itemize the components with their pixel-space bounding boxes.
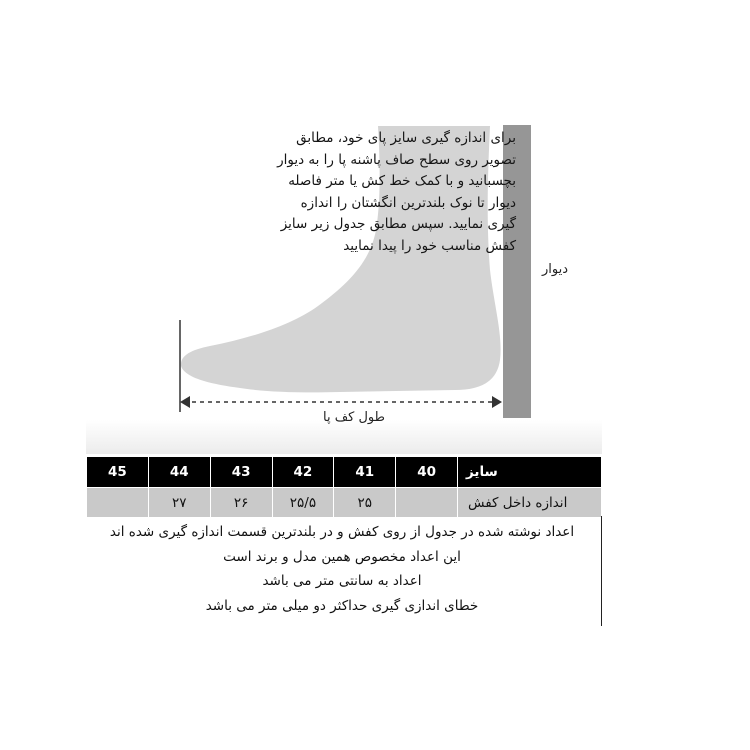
inner-length-cell: ۲۵/۵ [272, 488, 334, 518]
inner-length-cell [396, 488, 458, 518]
note-line: اعداد به سانتی متر می باشد [262, 573, 422, 589]
note-line: این اعداد مخصوص همین مدل و برند است [223, 548, 461, 565]
size-cell: 41 [334, 457, 396, 488]
inner-length-row [87, 488, 602, 518]
foot-length-label: طول کف پا [323, 410, 385, 425]
inner-length-cell: ۲۵ [334, 488, 396, 518]
size-cell: 43 [210, 457, 272, 488]
size-row [87, 457, 602, 488]
size-header-label: سایز [458, 457, 602, 488]
instruction-line: دیوار تا نوک بلندترین انگشتان را اندازه [300, 194, 516, 211]
divider-line [601, 516, 602, 626]
size-cell: 44 [148, 457, 210, 488]
floor-shadow [86, 420, 602, 454]
instruction-line: تصویر روی سطح صاف پاشنه پا را به دیوار [277, 151, 516, 168]
inner-length-cell [87, 488, 149, 518]
size-cell: 42 [272, 457, 334, 488]
inner-length-cell: ۲۶ [210, 488, 272, 518]
instruction-line: بچسبانید و با کمک خط کش یا متر فاصله [288, 173, 516, 189]
size-notes [86, 520, 598, 618]
inner-length-label: اندازه داخل کفش [458, 488, 602, 518]
instruction-line: برای اندازه گیری سایز پای خود، مطابق [296, 130, 516, 146]
inner-length-cell: ۲۷ [148, 488, 210, 518]
size-table [86, 456, 602, 518]
note-line: خطای اندازی گیری حداکثر دو میلی متر می باشد [205, 597, 479, 614]
instruction-line: گیری نمایید. سپس مطابق جدول زیر سایز [280, 216, 516, 232]
instruction-line: کفش مناسب خود را پیدا نمایید [343, 237, 516, 254]
arrow-right-icon [492, 396, 502, 408]
note-line: اعداد نوشته شده در جدول از روی کفش و در بلندترین قسمت اندازه گیری شده اند [109, 524, 575, 540]
size-cell: 40 [396, 457, 458, 488]
arrow-left-icon [180, 396, 190, 408]
wall-label: دیوار [542, 262, 569, 277]
measurement-instructions [116, 128, 516, 257]
size-cell: 45 [87, 457, 149, 488]
